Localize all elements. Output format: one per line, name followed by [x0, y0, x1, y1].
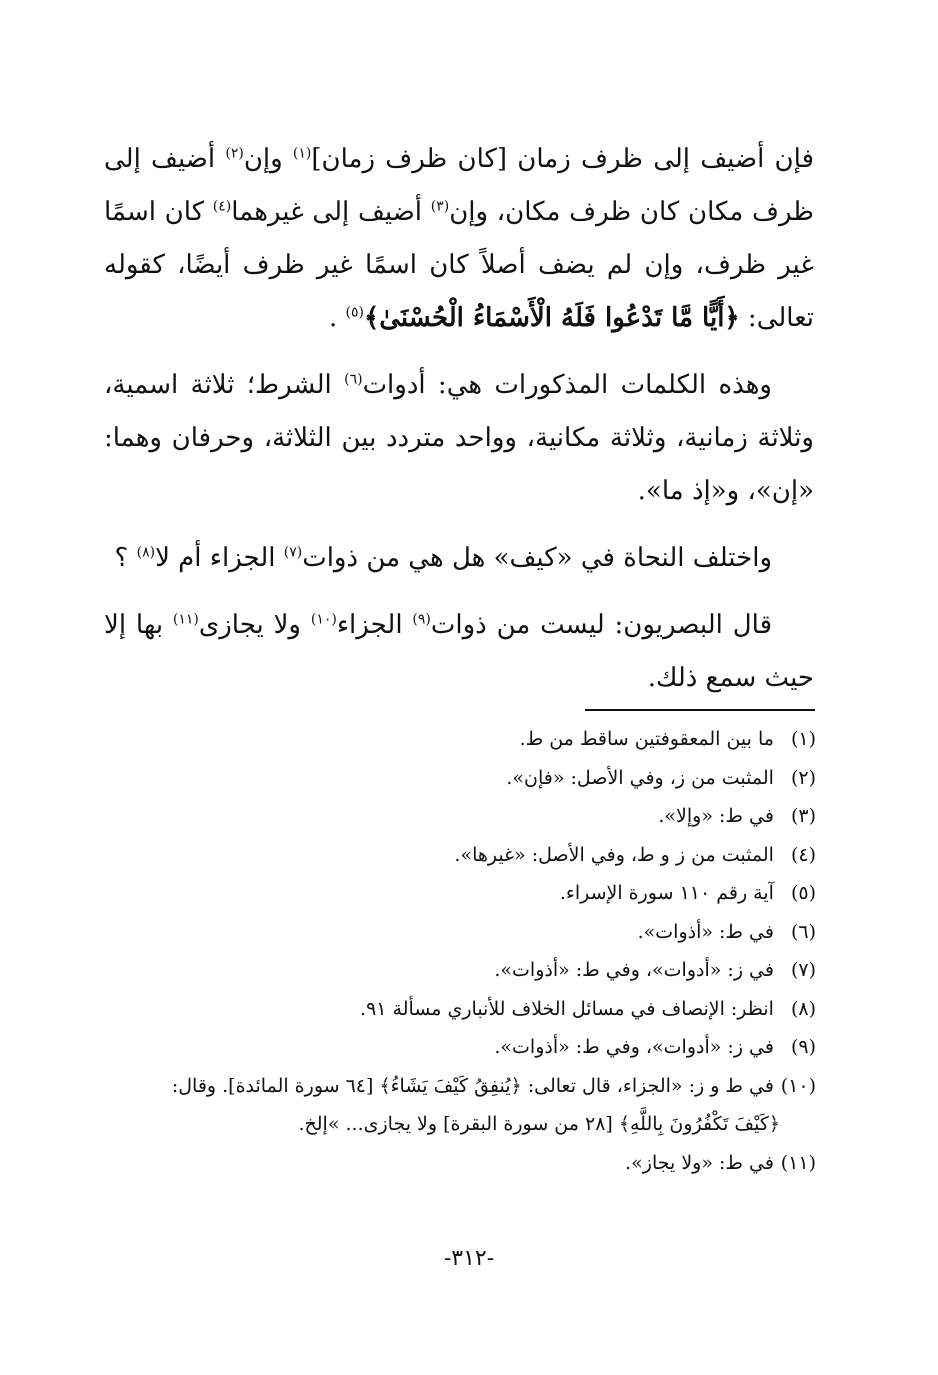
footnote-7 — [104, 951, 816, 990]
footnote-text: انظر: الإنصاف في مسائل الخلاف للأنباري مسألة ٩١. — [360, 997, 774, 1020]
footnote-text: آية رقم ١١٠ سورة الإسراء. — [559, 882, 774, 904]
paragraph-4 — [104, 599, 814, 705]
text-segment: ولا يجازى — [198, 610, 311, 640]
footnote-text: في ز: «أدوات»، وفي ط: «أذوات». — [494, 959, 774, 981]
footnote-divider — [585, 709, 815, 711]
footnote-8 — [104, 990, 816, 1029]
text-segment: فإن أضيف إلى ظرف زمان [كان ظرف زمان] — [311, 144, 814, 174]
footnote-number: (٣) — [790, 805, 816, 827]
page-number: -٣١٢- — [443, 1246, 495, 1271]
text-segment: بها إلا حيث سمع ذلك. — [104, 610, 814, 693]
text-segment: الشرط؛ ثلاثة اسمية، وثلاثة زمانية، وثلاثة مكانية، وواحد متردد بين الثلاثة، وحرفان وهما: «إن»، و«إذ ما». — [104, 370, 814, 506]
paragraph-3 — [104, 532, 814, 585]
footnote-ref-5[interactable]: (٥) — [345, 304, 365, 321]
paragraph-2 — [104, 359, 814, 518]
footnote-number: (٨) — [790, 997, 816, 1020]
footnote-number: (٤) — [790, 843, 816, 866]
text-segment: ؟ — [114, 543, 137, 573]
footnote-number: (١١) — [780, 1151, 816, 1174]
footnote-number: (١) — [790, 728, 816, 750]
text-segment: . — [329, 303, 346, 333]
text-segment: وإن — [243, 144, 293, 174]
footnote-number: (١٠) — [780, 1074, 816, 1097]
footnote-ref-4[interactable]: (٤) — [212, 198, 232, 215]
text-segment: قال البصريون: ليست من ذوات — [430, 610, 773, 640]
footnote-number: (٧) — [790, 959, 816, 981]
text-segment: وهذه الكلمات المذكورات هي: أدوات — [362, 370, 772, 400]
footnote-text: في ط: «وإلا». — [658, 805, 774, 827]
footnote-6 — [104, 913, 816, 952]
footnote-ref-2[interactable]: (٢) — [225, 145, 244, 162]
footnote-ref-9[interactable]: (٩) — [412, 611, 431, 628]
footnote-number: (٥) — [790, 882, 816, 904]
footnote-3 — [104, 797, 816, 836]
footnote-1 — [104, 720, 816, 759]
footnote-text: في ز: «أدوات»، وفي ط: «أذوات». — [494, 1036, 774, 1058]
footnote-ref-3[interactable]: (٣) — [430, 198, 450, 215]
footnote-text: في ط: «أذوات». — [637, 920, 774, 943]
footnote-11 — [104, 1144, 816, 1183]
text-segment: الجزاء أم لا — [155, 543, 284, 573]
footnote-ref-1[interactable]: (١) — [292, 145, 312, 162]
footnote-text: ما بين المعقوفتين ساقط من ط. — [519, 728, 774, 750]
footnote-ref-6[interactable]: (٦) — [344, 371, 363, 388]
footnote-5 — [104, 874, 816, 913]
footnote-text: المثبت من ز و ط، وفي الأصل: «غيرها». — [454, 843, 774, 866]
footnote-ref-10[interactable]: (١٠) — [310, 611, 337, 628]
footnote-2 — [104, 759, 816, 798]
text-segment: أضيف إلى ظرف مكان كان ظرف مكان، وإن — [104, 144, 814, 227]
main-text — [104, 133, 814, 719]
footnote-text: ﴿كَيْفَ تَكْفُرُونَ بِاللَّهِ﴾ [٢٨ من سورة البقرة] ولا يجازى... »إلخ. — [298, 1113, 780, 1135]
footnote-number: (٩) — [790, 1036, 816, 1058]
footnote-9 — [104, 1028, 816, 1067]
text-segment: أضيف إلى غيرهما — [231, 197, 431, 227]
footnote-ref-7[interactable]: (٧) — [283, 544, 303, 561]
quran-verse: ﴿أَيًّا مَّا تَدْعُوا فَلَهُ الْأَسْمَاءُ الْحُسْنَىٰ﴾ — [364, 303, 740, 333]
text-segment: الجزاء — [336, 610, 413, 640]
footnote-number: (٦) — [790, 920, 816, 943]
footnote-10-continuation — [104, 1105, 816, 1144]
footnotes — [104, 720, 816, 1182]
footnote-text: المثبت من ز، وفي الأصل: «فإن». — [506, 766, 774, 789]
footnote-number: (٢) — [790, 766, 816, 789]
footnote-text: في ط: «ولا يجاز». — [625, 1151, 774, 1174]
paragraph-1 — [104, 133, 814, 345]
footnote-ref-8[interactable]: (٨) — [136, 544, 156, 561]
text-segment: كان اسمًا غير ظرف، وإن لم يضف أصلاً كان اسمًا غير ظرف أيضًا، كقوله تعالى: — [104, 197, 814, 333]
footnote-text: في ط و ز: «الجزاء، قال تعالى: ﴿يُنفِقُ كَيْفَ يَشَاءُ﴾ [٦٤ سورة المائدة]. وقال: — [171, 1074, 774, 1097]
footnote-ref-11[interactable]: (١١) — [172, 611, 199, 628]
footnote-10 — [104, 1067, 816, 1106]
footnote-4 — [104, 836, 816, 875]
text-segment: واختلف النحاة في «كيف» هل هي من ذوات — [302, 543, 772, 573]
